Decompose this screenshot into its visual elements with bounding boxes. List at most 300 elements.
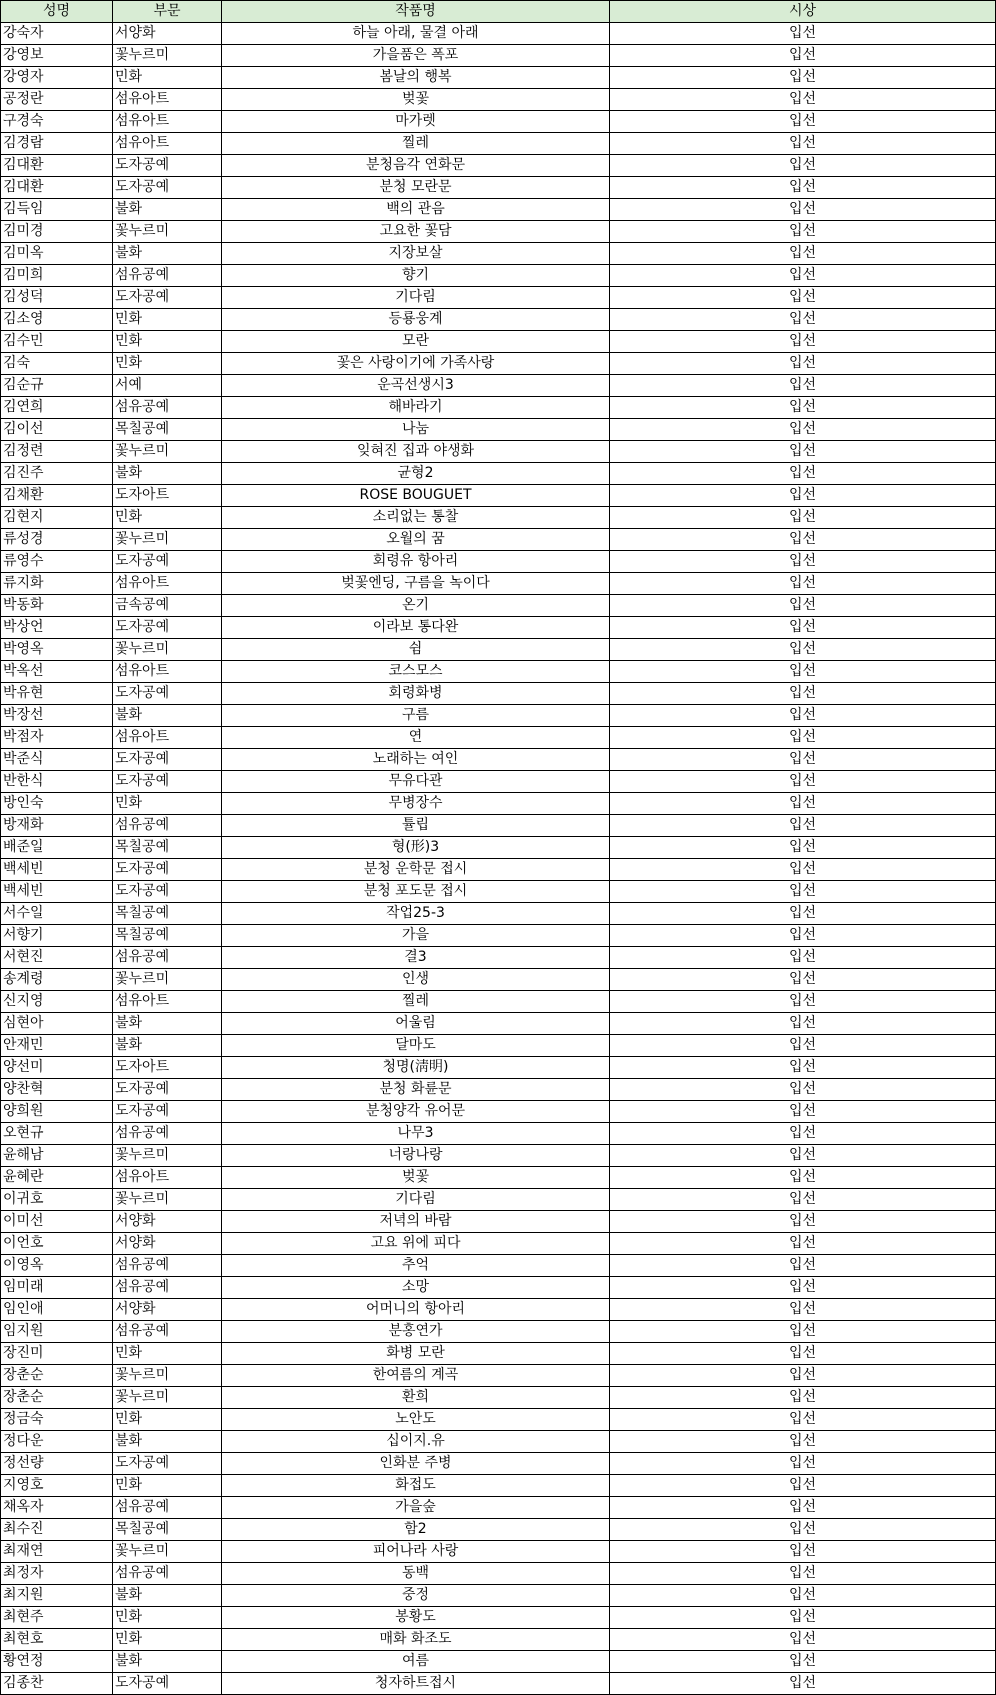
table-row	[1, 1497, 996, 1519]
cell-award: 입선	[610, 1013, 996, 1035]
table-row	[1, 1563, 996, 1585]
cell-name: 방재화	[1, 815, 113, 837]
table-row	[1, 23, 996, 45]
cell-work-title: 등룡웅계	[222, 309, 610, 331]
cell-work-title: 환희	[222, 1387, 610, 1409]
cell-award: 입선	[610, 133, 996, 155]
table-row	[1, 793, 996, 815]
cell-name: 최정자	[1, 1563, 113, 1585]
cell-work-title: 화병 모란	[222, 1343, 610, 1365]
cell-name: 김수민	[1, 331, 113, 353]
cell-award: 입선	[610, 221, 996, 243]
cell-work-title: 형(形)3	[222, 837, 610, 859]
cell-work-title: 고요 위에 피다	[222, 1233, 610, 1255]
cell-category: 섬유공예	[113, 1255, 222, 1277]
cell-work-title: 가을숲	[222, 1497, 610, 1519]
table-row	[1, 67, 996, 89]
cell-award: 입선	[610, 815, 996, 837]
cell-category: 민화	[113, 507, 222, 529]
cell-work-title: 청명(淸明)	[222, 1057, 610, 1079]
cell-name: 박상언	[1, 617, 113, 639]
cell-work-title: 기다림	[222, 1189, 610, 1211]
cell-name: 채옥자	[1, 1497, 113, 1519]
cell-name: 김종찬	[1, 1673, 113, 1695]
table-row	[1, 221, 996, 243]
cell-category: 섬유공예	[113, 397, 222, 419]
cell-name: 이언호	[1, 1233, 113, 1255]
table-row	[1, 1607, 996, 1629]
cell-work-title: 노래하는 여인	[222, 749, 610, 771]
cell-name: 방인숙	[1, 793, 113, 815]
cell-work-title: 회령유 항아리	[222, 551, 610, 573]
table-row	[1, 661, 996, 683]
cell-award: 입선	[610, 45, 996, 67]
cell-award: 입선	[610, 617, 996, 639]
cell-category: 목칠공예	[113, 1519, 222, 1541]
cell-name: 양희원	[1, 1101, 113, 1123]
cell-name: 이귀호	[1, 1189, 113, 1211]
cell-category: 섬유아트	[113, 1167, 222, 1189]
cell-category: 불화	[113, 705, 222, 727]
cell-work-title: 십이지.유	[222, 1431, 610, 1453]
cell-name: 서향기	[1, 925, 113, 947]
cell-work-title: 오월의 꿈	[222, 529, 610, 551]
cell-work-title: 봉황도	[222, 1607, 610, 1629]
cell-work-title: 연	[222, 727, 610, 749]
cell-award: 입선	[610, 859, 996, 881]
cell-name: 강영자	[1, 67, 113, 89]
cell-award: 입선	[610, 177, 996, 199]
cell-name: 심현아	[1, 1013, 113, 1035]
cell-award: 입선	[610, 661, 996, 683]
cell-award: 입선	[610, 1453, 996, 1475]
cell-category: 섬유공예	[113, 947, 222, 969]
cell-award: 입선	[610, 1585, 996, 1607]
cell-category: 도자공예	[113, 155, 222, 177]
cell-category: 꽃누르미	[113, 639, 222, 661]
cell-work-title: 무유다관	[222, 771, 610, 793]
cell-work-title: 쉼	[222, 639, 610, 661]
cell-award: 입선	[610, 1211, 996, 1233]
cell-award: 입선	[610, 1541, 996, 1563]
cell-name: 박준식	[1, 749, 113, 771]
cell-work-title: 잊혀진 집과 야생화	[222, 441, 610, 463]
cell-award: 입선	[610, 1475, 996, 1497]
cell-award: 입선	[610, 1365, 996, 1387]
table-row	[1, 749, 996, 771]
cell-name: 김소영	[1, 309, 113, 331]
cell-category: 민화	[113, 1629, 222, 1651]
table-row	[1, 903, 996, 925]
cell-work-title: 지장보살	[222, 243, 610, 265]
cell-award: 입선	[610, 287, 996, 309]
cell-category: 섬유공예	[113, 1321, 222, 1343]
table-row	[1, 441, 996, 463]
cell-name: 박영옥	[1, 639, 113, 661]
cell-name: 임미래	[1, 1277, 113, 1299]
cell-name: 임지원	[1, 1321, 113, 1343]
cell-name: 류성경	[1, 529, 113, 551]
cell-name: 최지원	[1, 1585, 113, 1607]
table-row	[1, 595, 996, 617]
table-row	[1, 45, 996, 67]
cell-award: 입선	[610, 1189, 996, 1211]
cell-award: 입선	[610, 551, 996, 573]
cell-work-title: 분청 포도문 접시	[222, 881, 610, 903]
cell-award: 입선	[610, 1497, 996, 1519]
cell-name: 김현지	[1, 507, 113, 529]
cell-name: 황연정	[1, 1651, 113, 1673]
cell-category: 꽃누르미	[113, 45, 222, 67]
cell-award: 입선	[610, 155, 996, 177]
cell-name: 최재연	[1, 1541, 113, 1563]
cell-award: 입선	[610, 419, 996, 441]
cell-work-title: 소리없는 통찰	[222, 507, 610, 529]
cell-work-title: 향기	[222, 265, 610, 287]
table-row	[1, 1673, 996, 1695]
cell-award: 입선	[610, 199, 996, 221]
table-row	[1, 89, 996, 111]
cell-award: 입선	[610, 111, 996, 133]
table-row	[1, 815, 996, 837]
table-row	[1, 639, 996, 661]
cell-work-title: 추억	[222, 1255, 610, 1277]
cell-name: 임인애	[1, 1299, 113, 1321]
cell-category: 꽃누르미	[113, 221, 222, 243]
cell-category: 목칠공예	[113, 925, 222, 947]
cell-category: 서예	[113, 375, 222, 397]
cell-award: 입선	[610, 1629, 996, 1651]
cell-name: 김성덕	[1, 287, 113, 309]
table-row	[1, 1123, 996, 1145]
cell-award: 입선	[610, 749, 996, 771]
cell-award: 입선	[610, 243, 996, 265]
cell-work-title: 하늘 아래, 물결 아래	[222, 23, 610, 45]
cell-name: 윤해남	[1, 1145, 113, 1167]
cell-category: 꽃누르미	[113, 1365, 222, 1387]
cell-category: 민화	[113, 67, 222, 89]
cell-award: 입선	[610, 1299, 996, 1321]
cell-name: 최수진	[1, 1519, 113, 1541]
cell-award: 입선	[610, 1343, 996, 1365]
cell-category: 도자공예	[113, 1101, 222, 1123]
cell-work-title: 분청 화륜문	[222, 1079, 610, 1101]
cell-category: 꽃누르미	[113, 1145, 222, 1167]
table-row	[1, 1453, 996, 1475]
cell-name: 오현규	[1, 1123, 113, 1145]
cell-category: 도자공예	[113, 749, 222, 771]
cell-work-title: 소망	[222, 1277, 610, 1299]
cell-name: 장춘순	[1, 1387, 113, 1409]
cell-name: 김연희	[1, 397, 113, 419]
table-row	[1, 287, 996, 309]
table-row	[1, 1409, 996, 1431]
cell-award: 입선	[610, 1321, 996, 1343]
table-row	[1, 111, 996, 133]
header-category: 부문	[113, 1, 222, 23]
cell-category: 꽃누르미	[113, 969, 222, 991]
cell-work-title: ROSE BOUGUET	[222, 485, 610, 507]
cell-award: 입선	[610, 903, 996, 925]
cell-category: 불화	[113, 463, 222, 485]
cell-work-title: 청자하트접시	[222, 1673, 610, 1695]
table-row	[1, 419, 996, 441]
cell-award: 입선	[610, 1079, 996, 1101]
cell-work-title: 마가렛	[222, 111, 610, 133]
cell-work-title: 고요한 꽃담	[222, 221, 610, 243]
cell-category: 섬유공예	[113, 265, 222, 287]
cell-name: 최현주	[1, 1607, 113, 1629]
cell-award: 입선	[610, 1145, 996, 1167]
cell-category: 섬유아트	[113, 133, 222, 155]
cell-category: 서양화	[113, 1299, 222, 1321]
table-row	[1, 309, 996, 331]
cell-name: 양찬혁	[1, 1079, 113, 1101]
cell-award: 입선	[610, 1255, 996, 1277]
cell-category: 도자공예	[113, 1673, 222, 1695]
cell-category: 민화	[113, 793, 222, 815]
cell-work-title: 피어나라 사랑	[222, 1541, 610, 1563]
cell-name: 윤혜란	[1, 1167, 113, 1189]
cell-work-title: 인화분 주병	[222, 1453, 610, 1475]
cell-category: 불화	[113, 1013, 222, 1035]
cell-category: 섬유아트	[113, 111, 222, 133]
cell-work-title: 노안도	[222, 1409, 610, 1431]
cell-name: 강영보	[1, 45, 113, 67]
cell-work-title: 작업25-3	[222, 903, 610, 925]
table-row	[1, 771, 996, 793]
cell-category: 불화	[113, 243, 222, 265]
cell-work-title: 가을	[222, 925, 610, 947]
cell-category: 도자공예	[113, 287, 222, 309]
table-row	[1, 1629, 996, 1651]
table-row	[1, 1519, 996, 1541]
cell-work-title: 무병장수	[222, 793, 610, 815]
cell-category: 불화	[113, 1585, 222, 1607]
cell-category: 서양화	[113, 23, 222, 45]
cell-work-title: 벚꽃	[222, 89, 610, 111]
cell-award: 입선	[610, 771, 996, 793]
header-row	[1, 1, 996, 23]
cell-name: 김대환	[1, 177, 113, 199]
table-row	[1, 485, 996, 507]
cell-name: 송계령	[1, 969, 113, 991]
cell-award: 입선	[610, 67, 996, 89]
cell-work-title: 운곡선생시3	[222, 375, 610, 397]
cell-name: 김채환	[1, 485, 113, 507]
cell-award: 입선	[610, 683, 996, 705]
table-row	[1, 705, 996, 727]
cell-work-title: 이라보 통다완	[222, 617, 610, 639]
cell-name: 김미희	[1, 265, 113, 287]
cell-award: 입선	[610, 89, 996, 111]
cell-name: 김미옥	[1, 243, 113, 265]
cell-name: 김숙	[1, 353, 113, 375]
cell-name: 배준일	[1, 837, 113, 859]
table-row	[1, 1277, 996, 1299]
cell-work-title: 균형2	[222, 463, 610, 485]
table-row	[1, 507, 996, 529]
cell-name: 김경람	[1, 133, 113, 155]
cell-work-title: 봄날의 행복	[222, 67, 610, 89]
table-row	[1, 1299, 996, 1321]
cell-name: 김대환	[1, 155, 113, 177]
cell-category: 민화	[113, 1343, 222, 1365]
cell-work-title: 가을품은 폭포	[222, 45, 610, 67]
cell-category: 민화	[113, 331, 222, 353]
cell-name: 정다운	[1, 1431, 113, 1453]
cell-category: 섬유아트	[113, 661, 222, 683]
cell-category: 민화	[113, 1607, 222, 1629]
cell-award: 입선	[610, 23, 996, 45]
cell-award: 입선	[610, 397, 996, 419]
cell-award: 입선	[610, 1607, 996, 1629]
cell-name: 박동화	[1, 595, 113, 617]
cell-category: 섬유아트	[113, 573, 222, 595]
cell-award: 입선	[610, 991, 996, 1013]
cell-name: 류영수	[1, 551, 113, 573]
cell-name: 박유현	[1, 683, 113, 705]
table-row	[1, 243, 996, 265]
table-row	[1, 551, 996, 573]
table-header	[1, 1, 996, 23]
cell-name: 신지영	[1, 991, 113, 1013]
table-row	[1, 727, 996, 749]
header-name: 성명	[1, 1, 113, 23]
table-row	[1, 573, 996, 595]
table-row	[1, 375, 996, 397]
cell-category: 도자공예	[113, 771, 222, 793]
cell-award: 입선	[610, 485, 996, 507]
cell-name: 정선량	[1, 1453, 113, 1475]
cell-name: 안재민	[1, 1035, 113, 1057]
cell-category: 불화	[113, 199, 222, 221]
cell-award: 입선	[610, 1387, 996, 1409]
table-row	[1, 1475, 996, 1497]
cell-category: 목칠공예	[113, 837, 222, 859]
cell-category: 도자공예	[113, 859, 222, 881]
header-award: 시상	[610, 1, 996, 23]
table-row	[1, 1365, 996, 1387]
cell-work-title: 중정	[222, 1585, 610, 1607]
table-row	[1, 1255, 996, 1277]
cell-work-title: 나무3	[222, 1123, 610, 1145]
cell-category: 서양화	[113, 1211, 222, 1233]
cell-category: 도자아트	[113, 1057, 222, 1079]
table-row	[1, 683, 996, 705]
cell-category: 도자공예	[113, 177, 222, 199]
cell-work-title: 달마도	[222, 1035, 610, 1057]
cell-award: 입선	[610, 353, 996, 375]
cell-name: 이영옥	[1, 1255, 113, 1277]
cell-name: 장진미	[1, 1343, 113, 1365]
cell-work-title: 어울림	[222, 1013, 610, 1035]
cell-name: 양선미	[1, 1057, 113, 1079]
table-body	[1, 23, 996, 1695]
cell-category: 불화	[113, 1431, 222, 1453]
cell-name: 박장선	[1, 705, 113, 727]
table-row	[1, 1167, 996, 1189]
cell-work-title: 너랑나랑	[222, 1145, 610, 1167]
cell-award: 입선	[610, 573, 996, 595]
cell-work-title: 벚꽃	[222, 1167, 610, 1189]
table-row	[1, 881, 996, 903]
cell-work-title: 여름	[222, 1651, 610, 1673]
cell-work-title: 결3	[222, 947, 610, 969]
cell-category: 목칠공예	[113, 903, 222, 925]
table-row	[1, 463, 996, 485]
table-row	[1, 859, 996, 881]
cell-name: 김득임	[1, 199, 113, 221]
table-row	[1, 947, 996, 969]
cell-name: 박점자	[1, 727, 113, 749]
cell-work-title: 기다림	[222, 287, 610, 309]
cell-award: 입선	[610, 705, 996, 727]
cell-work-title: 분청양각 유어문	[222, 1101, 610, 1123]
cell-category: 꽃누르미	[113, 441, 222, 463]
cell-award: 입선	[610, 925, 996, 947]
table-row	[1, 265, 996, 287]
cell-work-title: 회령화병	[222, 683, 610, 705]
cell-category: 도자공예	[113, 1453, 222, 1475]
cell-work-title: 온기	[222, 595, 610, 617]
cell-work-title: 매화 화조도	[222, 1629, 610, 1651]
cell-name: 강숙자	[1, 23, 113, 45]
cell-award: 입선	[610, 1123, 996, 1145]
table-row	[1, 133, 996, 155]
table-row	[1, 177, 996, 199]
cell-name: 김미경	[1, 221, 113, 243]
table-row	[1, 1541, 996, 1563]
cell-category: 도자공예	[113, 551, 222, 573]
cell-award: 입선	[610, 1057, 996, 1079]
cell-work-title: 해바라기	[222, 397, 610, 419]
cell-work-title: 나눔	[222, 419, 610, 441]
cell-award: 입선	[610, 1673, 996, 1695]
table-row	[1, 1057, 996, 1079]
cell-category: 서양화	[113, 1233, 222, 1255]
cell-category: 금속공예	[113, 595, 222, 617]
cell-work-title: 동백	[222, 1563, 610, 1585]
table-row	[1, 1321, 996, 1343]
cell-award: 입선	[610, 1277, 996, 1299]
cell-name: 서현진	[1, 947, 113, 969]
cell-award: 입선	[610, 837, 996, 859]
cell-category: 도자아트	[113, 485, 222, 507]
cell-award: 입선	[610, 375, 996, 397]
cell-category: 꽃누르미	[113, 1387, 222, 1409]
cell-award: 입선	[610, 1101, 996, 1123]
cell-category: 섬유아트	[113, 991, 222, 1013]
cell-award: 입선	[610, 727, 996, 749]
cell-name: 지영호	[1, 1475, 113, 1497]
cell-award: 입선	[610, 1167, 996, 1189]
cell-name: 김정련	[1, 441, 113, 463]
cell-award: 입선	[610, 529, 996, 551]
cell-award: 입선	[610, 463, 996, 485]
cell-award: 입선	[610, 1563, 996, 1585]
cell-category: 꽃누르미	[113, 1541, 222, 1563]
cell-work-title: 어머니의 항아리	[222, 1299, 610, 1321]
cell-work-title: 저녁의 바람	[222, 1211, 610, 1233]
cell-award: 입선	[610, 1651, 996, 1673]
cell-category: 섬유공예	[113, 1563, 222, 1585]
table-row	[1, 1035, 996, 1057]
cell-category: 섬유공예	[113, 1123, 222, 1145]
cell-award: 입선	[610, 881, 996, 903]
cell-award: 입선	[610, 507, 996, 529]
cell-name: 김진주	[1, 463, 113, 485]
